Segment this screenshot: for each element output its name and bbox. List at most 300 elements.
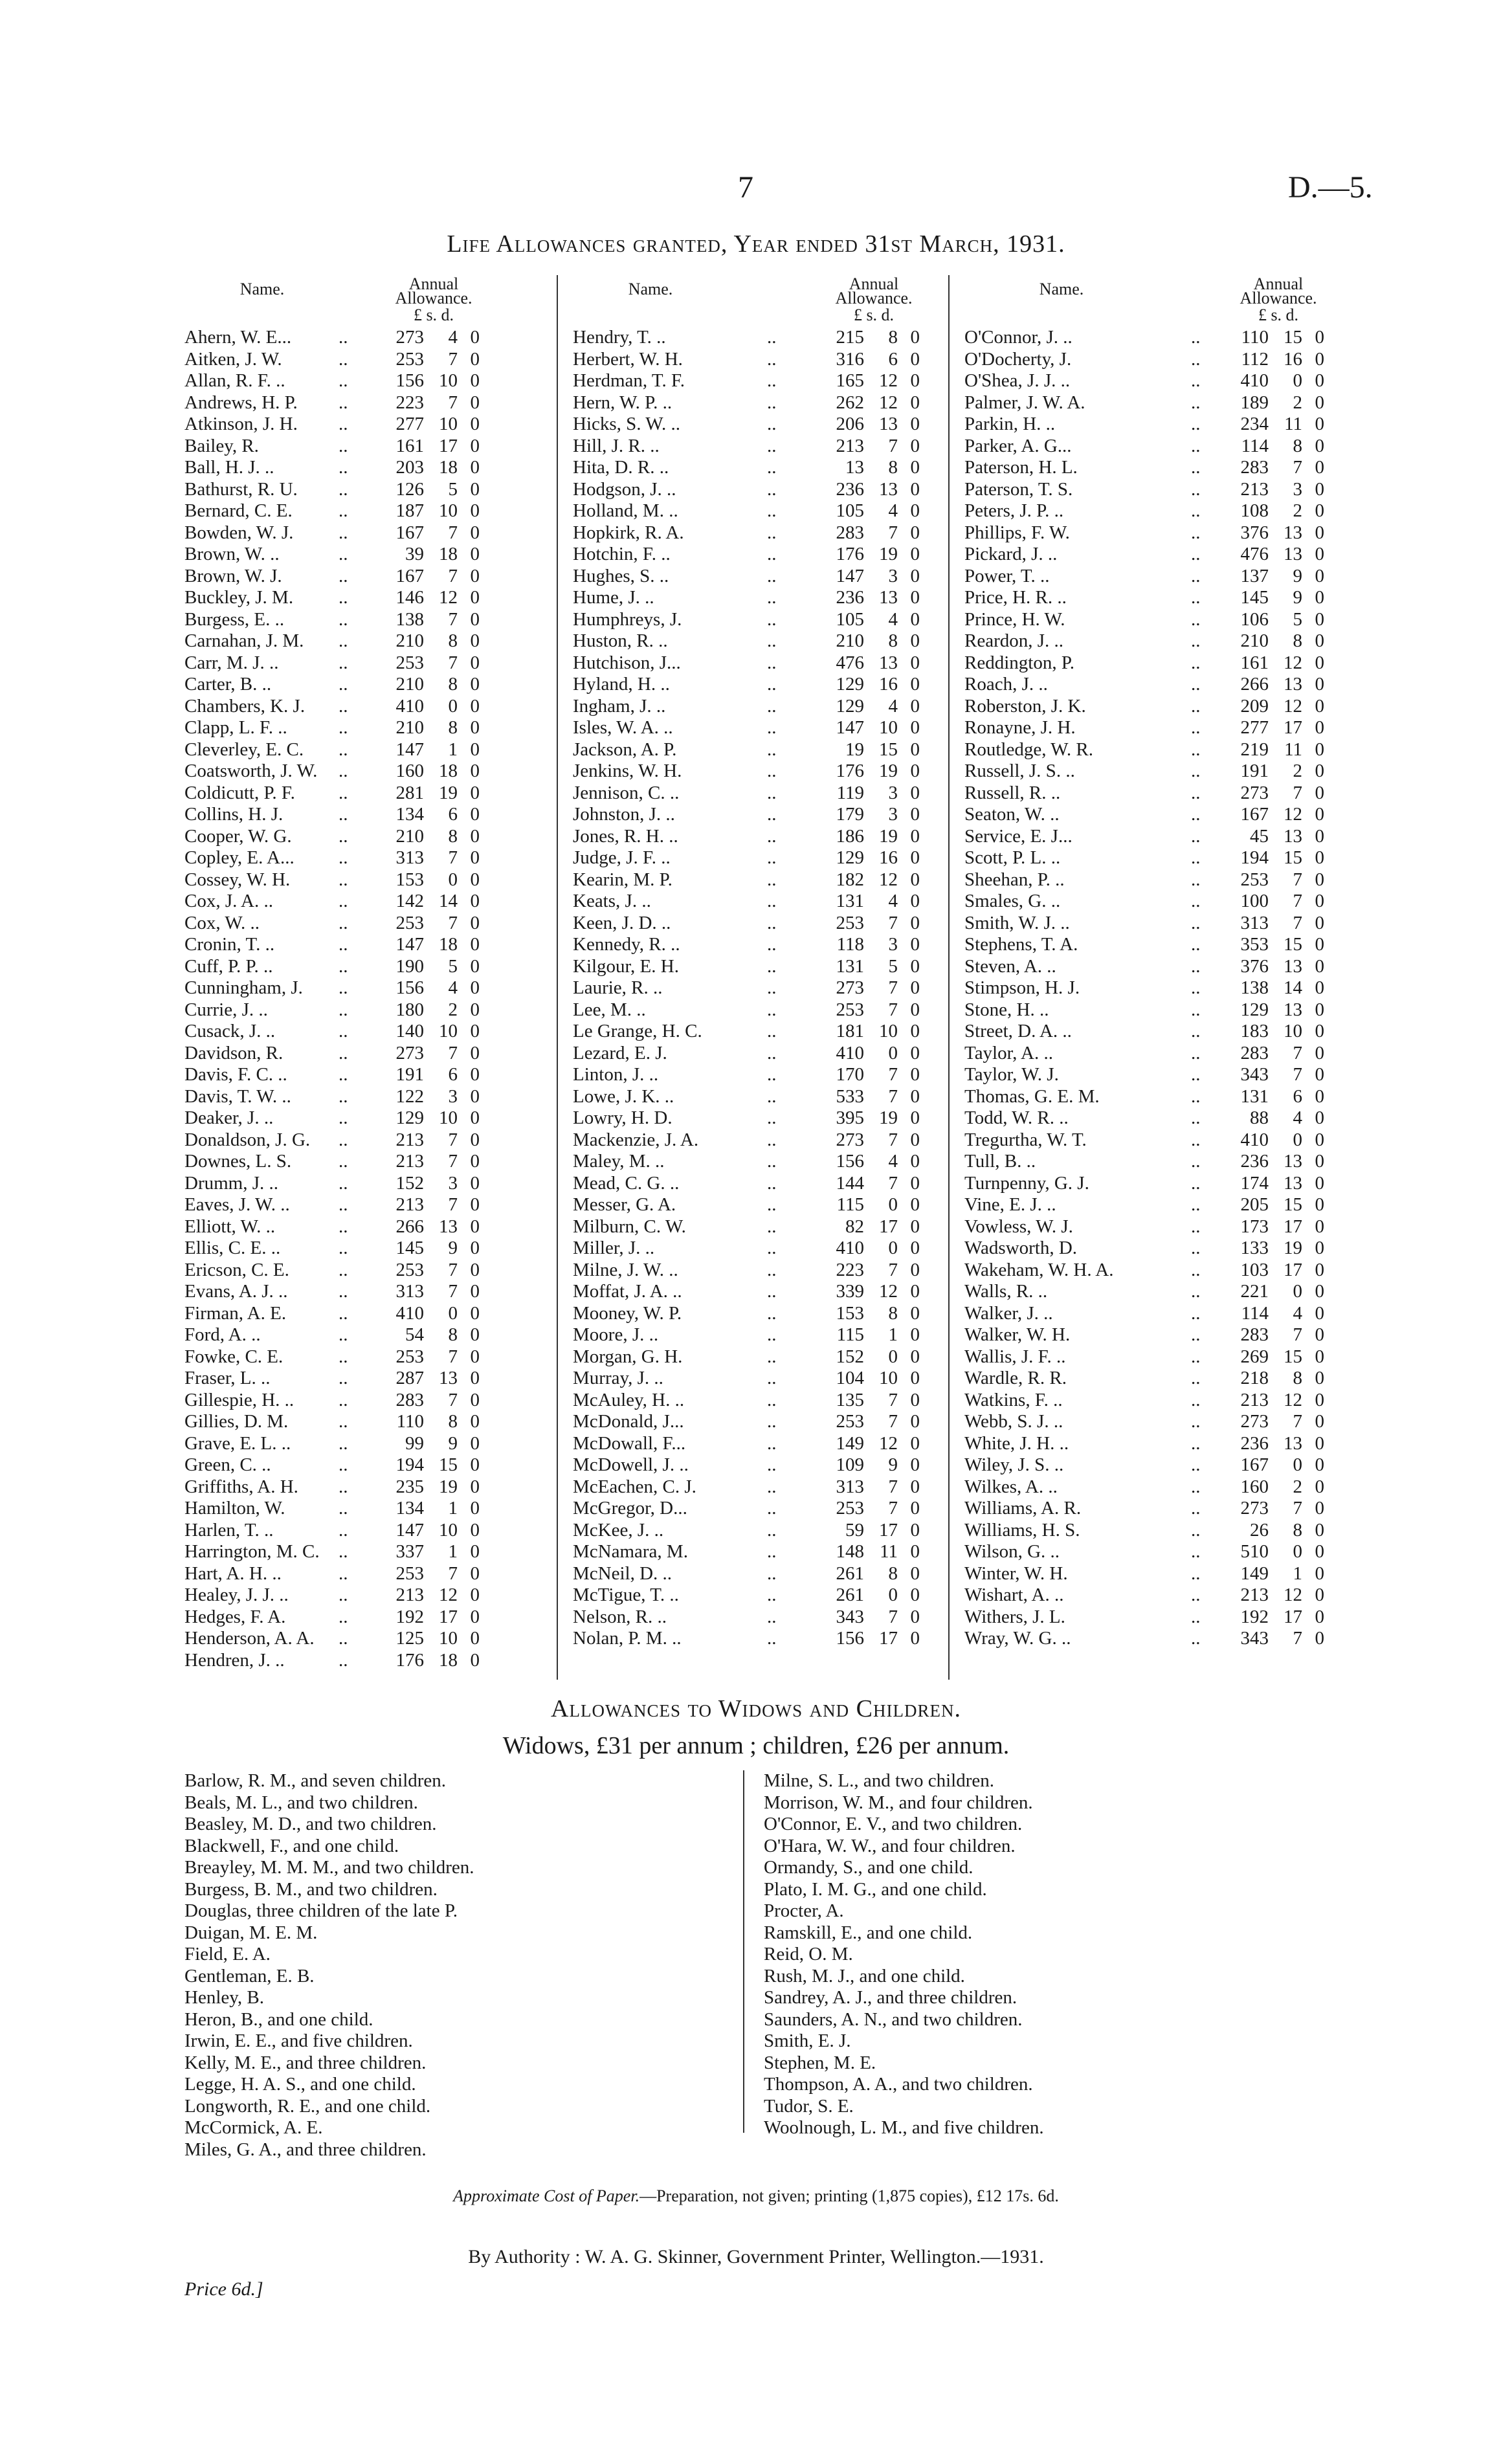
allowance-pounds: 189	[1240, 392, 1269, 413]
leader-dots: ..	[1191, 869, 1201, 890]
allowance-pounds: 174	[1240, 1172, 1269, 1194]
recipient-name: Williams, A. R.	[964, 1498, 1082, 1519]
recipient-name: Palmer, J. W. A.	[964, 392, 1085, 413]
allowance-shillings: 17	[1284, 717, 1302, 738]
allowance-pounds: 234	[1240, 414, 1269, 434]
allowance-pence: 0	[470, 847, 480, 868]
recipient-name: Burgess, E. ..	[184, 608, 285, 630]
allowance-pounds: 376	[1240, 522, 1269, 543]
allowance-pence: 0	[470, 825, 480, 847]
widow-entry: Rush, M. J., and one child.	[764, 1965, 965, 1986]
allowance-pounds: 134	[395, 1498, 424, 1519]
allowance-pence: 0	[910, 1172, 920, 1194]
recipient-name: O'Shea, J. J. ..	[964, 370, 1071, 391]
leader-dots: ..	[1191, 478, 1201, 500]
recipient-name: Smith, W. J. ..	[964, 912, 1070, 933]
recipient-name: Ronayne, J. H.	[964, 717, 1076, 738]
allowance-pence: 0	[1315, 695, 1324, 717]
allowance-pounds: 187	[395, 500, 424, 521]
allowance-pence: 0	[470, 1585, 480, 1605]
allowance-shillings: 1	[888, 1324, 898, 1345]
recipient-name: Lee, M. ..	[573, 999, 646, 1020]
recipient-name: Taylor, W. J.	[964, 1064, 1059, 1085]
allowance-pounds: 114	[1241, 1302, 1269, 1324]
leader-dots: ..	[767, 500, 777, 521]
allowance-shillings: 7	[888, 1259, 898, 1280]
recipient-name: McEachen, C. J.	[573, 1476, 696, 1497]
recipient-name: Stone, H. ..	[964, 999, 1049, 1020]
allowance-shillings: 6	[888, 348, 898, 370]
recipient-name: Vowless, W. J.	[964, 1216, 1073, 1237]
recipient-name: Mead, C. G. ..	[573, 1172, 680, 1194]
leader-dots: ..	[767, 674, 777, 695]
allowance-shillings: 13	[1284, 544, 1302, 564]
allowance-shillings: 5	[888, 955, 898, 977]
allowance-pounds: 277	[395, 414, 424, 434]
allowance-pence: 0	[1315, 1476, 1324, 1497]
leader-dots: ..	[339, 934, 348, 955]
allowance-shillings: 0	[1293, 370, 1302, 391]
leader-dots: ..	[767, 1172, 777, 1194]
allowance-pence: 0	[470, 761, 480, 781]
allowance-pence: 0	[470, 891, 480, 911]
allowance-pence: 0	[470, 522, 480, 543]
recipient-name: Wallis, J. F. ..	[964, 1346, 1066, 1367]
leader-dots: ..	[339, 977, 348, 998]
allowance-pence: 0	[1315, 414, 1324, 434]
allowance-pounds: 112	[1241, 348, 1269, 370]
allowance-shillings: 10	[879, 1368, 898, 1388]
recipient-name: Mooney, W. P.	[573, 1302, 682, 1324]
recipient-name: Johnston, J. ..	[573, 804, 675, 825]
recipient-name: Stimpson, H. J.	[964, 977, 1080, 998]
recipient-name: Firman, A. E.	[184, 1302, 287, 1324]
allowance-pounds: 176	[836, 544, 864, 564]
recipient-name: Cuff, P. P. ..	[184, 955, 273, 977]
leader-dots: ..	[767, 587, 777, 608]
allowance-pounds: 180	[395, 999, 424, 1020]
leader-dots: ..	[767, 1259, 777, 1280]
allowance-pounds: 266	[395, 1216, 424, 1237]
leader-dots: ..	[1191, 1498, 1201, 1519]
allowance-pence: 0	[910, 869, 920, 890]
leader-dots: ..	[339, 739, 348, 760]
recipient-name: Atkinson, J. H.	[184, 414, 298, 434]
allowance-pence: 0	[910, 608, 920, 630]
leader-dots: ..	[767, 1129, 777, 1150]
leader-dots: ..	[1191, 1519, 1201, 1541]
allowance-pence: 0	[1315, 392, 1324, 413]
leader-dots: ..	[1191, 1411, 1201, 1432]
recipient-name: Hodgson, J. ..	[573, 478, 676, 500]
allowance-shillings: 13	[439, 1216, 458, 1237]
allowance-shillings: 7	[1293, 782, 1302, 803]
recipient-name: Parkin, H. ..	[964, 414, 1056, 434]
allowance-pence: 0	[910, 891, 920, 911]
allowance-shillings: 7	[888, 1172, 898, 1194]
allowance-pounds: 253	[395, 912, 424, 933]
allowance-pence: 0	[910, 457, 920, 478]
allowance-pounds: 476	[1240, 544, 1269, 564]
allowance-shillings: 14	[1284, 977, 1302, 998]
allowance-pounds: 236	[836, 587, 864, 608]
recipient-name: Withers, J. L.	[964, 1606, 1065, 1627]
leader-dots: ..	[767, 1585, 777, 1605]
recipient-name: Hita, D. R. ..	[573, 457, 669, 478]
allowance-shillings: 0	[448, 695, 458, 717]
allowance-shillings: 18	[439, 1649, 458, 1671]
column-header-annual: Annual	[1253, 274, 1304, 293]
allowance-shillings: 7	[888, 1498, 898, 1519]
allowance-shillings: 5	[1293, 608, 1302, 630]
leader-dots: ..	[767, 1302, 777, 1324]
allowance-shillings: 17	[879, 1216, 898, 1237]
recipient-name: Harlen, T. ..	[184, 1519, 274, 1541]
allowance-pounds: 213	[395, 1585, 424, 1605]
allowance-pence: 0	[910, 1281, 920, 1302]
leader-dots: ..	[1191, 977, 1201, 998]
allowance-pounds: 339	[836, 1281, 864, 1302]
allowance-pence: 0	[470, 565, 480, 586]
allowance-shillings: 15	[1284, 934, 1302, 955]
leader-dots: ..	[1191, 1172, 1201, 1194]
allowance-pence: 0	[910, 522, 920, 543]
recipient-name: Wiley, J. S. ..	[964, 1454, 1064, 1475]
allowance-shillings: 7	[448, 348, 458, 370]
allowance-shillings: 7	[448, 1151, 458, 1172]
allowance-pence: 0	[470, 1519, 480, 1541]
allowance-shillings: 13	[1284, 1151, 1302, 1172]
recipient-name: Judge, J. F. ..	[573, 847, 671, 868]
allowance-shillings: 8	[448, 674, 458, 695]
recipient-name: Clapp, L. F. ..	[184, 717, 287, 738]
allowance-pounds: 410	[395, 1302, 424, 1324]
allowance-shillings: 9	[888, 1454, 898, 1475]
leader-dots: ..	[1191, 652, 1201, 673]
allowance-shillings: 0	[888, 1238, 898, 1258]
allowance-shillings: 18	[439, 457, 458, 478]
allowance-pence: 0	[1315, 1194, 1324, 1215]
allowance-pence: 0	[910, 1585, 920, 1605]
allowance-shillings: 10	[879, 717, 898, 738]
recipient-name: Peters, J. P. ..	[964, 500, 1064, 521]
allowance-pounds: 115	[836, 1324, 864, 1345]
allowance-pence: 0	[470, 1368, 480, 1388]
allowance-pounds: 105	[836, 500, 864, 521]
allowance-shillings: 15	[1284, 1194, 1302, 1215]
allowance-shillings: 3	[888, 804, 898, 825]
allowance-pounds: 183	[1240, 1021, 1269, 1041]
allowance-pounds: 153	[836, 1302, 864, 1324]
leader-dots: ..	[339, 652, 348, 673]
recipient-name: Kennedy, R. ..	[573, 934, 680, 955]
allowance-shillings: 16	[879, 674, 898, 695]
leader-dots: ..	[339, 825, 348, 847]
allowance-pence: 0	[910, 1476, 920, 1497]
recipient-name: Hutchison, J...	[573, 652, 681, 673]
allowance-pence: 0	[470, 457, 480, 478]
allowance-pounds: 129	[836, 847, 864, 868]
leader-dots: ..	[767, 717, 777, 738]
recipient-name: Morgan, G. H.	[573, 1346, 683, 1367]
recipient-name: Coatsworth, J. W.	[184, 761, 318, 781]
allowance-shillings: 15	[439, 1454, 458, 1475]
allowance-shillings: 17	[1284, 1216, 1302, 1237]
allowance-shillings: 10	[439, 1628, 458, 1649]
recipient-name: Wilkes, A. ..	[964, 1476, 1058, 1497]
allowance-shillings: 10	[439, 414, 458, 434]
allowance-pounds: 236	[1240, 1151, 1269, 1172]
allowance-shillings: 0	[1293, 1541, 1302, 1562]
widow-entry: Morrison, W. M., and four children.	[764, 1792, 1033, 1813]
recipient-name: Todd, W. R. ..	[964, 1107, 1069, 1128]
allowance-pounds: 253	[395, 348, 424, 370]
allowance-pence: 0	[910, 544, 920, 564]
allowance-pounds: 119	[836, 782, 864, 803]
allowance-pence: 0	[910, 1563, 920, 1584]
allowance-shillings: 0	[888, 1585, 898, 1605]
recipient-name: Jennison, C. ..	[573, 782, 680, 803]
allowance-pounds: 261	[836, 1563, 864, 1584]
allowance-pence: 0	[910, 825, 920, 847]
recipient-name: Lezard, E. J.	[573, 1042, 667, 1063]
allowance-shillings: 17	[879, 1519, 898, 1541]
allowance-pence: 0	[470, 999, 480, 1020]
recipient-name: Gillies, D. M.	[184, 1411, 289, 1432]
leader-dots: ..	[339, 1302, 348, 1324]
allowance-pence: 0	[470, 1151, 480, 1172]
allowance-shillings: 4	[888, 891, 898, 911]
leader-dots: ..	[339, 1216, 348, 1237]
allowance-pounds: 147	[836, 717, 864, 738]
allowance-pounds: 173	[1240, 1216, 1269, 1237]
column-divider	[557, 275, 558, 1680]
allowance-pence: 0	[1315, 1216, 1324, 1237]
recipient-name: Hopkirk, R. A.	[573, 522, 684, 543]
recipient-name: Keats, J. ..	[573, 891, 651, 911]
allowance-pounds: 39	[405, 544, 424, 564]
allowance-pence: 0	[1315, 1519, 1324, 1541]
allowance-pounds: 129	[836, 674, 864, 695]
allowance-pounds: 235	[395, 1476, 424, 1497]
recipient-name: Herdman, T. F.	[573, 370, 685, 391]
leader-dots: ..	[767, 1368, 777, 1388]
allowance-pence: 0	[1315, 761, 1324, 781]
allowance-pence: 0	[470, 1216, 480, 1237]
allowance-pounds: 213	[836, 435, 864, 456]
allowance-pounds: 253	[395, 1259, 424, 1280]
recipient-name: Deaker, J. ..	[184, 1107, 274, 1128]
allowance-pounds: 106	[1240, 608, 1269, 630]
allowance-pence: 0	[910, 674, 920, 695]
allowance-pence: 0	[1315, 1541, 1324, 1562]
recipient-name: Hendry, T. ..	[573, 327, 666, 348]
recipient-name: Ingham, J. ..	[573, 695, 666, 717]
allowance-pounds: 131	[1240, 1085, 1269, 1107]
allowance-pence: 0	[470, 370, 480, 391]
leader-dots: ..	[1191, 565, 1201, 586]
recipient-name: McTigue, T. ..	[573, 1585, 679, 1605]
allowance-shillings: 7	[888, 1411, 898, 1432]
allowance-pence: 0	[470, 977, 480, 998]
allowance-pence: 0	[470, 869, 480, 890]
allowance-shillings: 7	[888, 1085, 898, 1107]
allowance-pence: 0	[1315, 934, 1324, 955]
allowance-pounds: 253	[836, 1498, 864, 1519]
leader-dots: ..	[1191, 1563, 1201, 1584]
allowance-pence: 0	[910, 435, 920, 456]
recipient-name: Holland, M. ..	[573, 500, 678, 521]
allowance-pounds: 410	[395, 695, 424, 717]
allowance-pounds: 147	[395, 934, 424, 955]
allowance-pence: 0	[910, 1238, 920, 1258]
allowance-pence: 0	[1315, 1259, 1324, 1280]
recipient-name: Hart, A. H. ..	[184, 1563, 282, 1584]
recipient-name: Carr, M. J. ..	[184, 652, 279, 673]
allowance-pounds: 160	[395, 761, 424, 781]
allowance-pence: 0	[1315, 522, 1324, 543]
allowance-pence: 0	[910, 1194, 920, 1215]
leader-dots: ..	[767, 1324, 777, 1345]
allowance-pounds: 156	[395, 370, 424, 391]
allowance-pounds: 82	[845, 1216, 864, 1237]
allowance-shillings: 8	[448, 825, 458, 847]
leader-dots: ..	[339, 1346, 348, 1367]
recipient-name: Davis, T. W. ..	[184, 1085, 291, 1107]
widow-entry: Duigan, M. E. M.	[184, 1922, 318, 1943]
allowance-pounds: 118	[836, 934, 864, 955]
leader-dots: ..	[767, 348, 777, 370]
leader-dots: ..	[1191, 414, 1201, 434]
allowance-pence: 0	[1315, 1389, 1324, 1410]
allowance-pounds: 126	[395, 478, 424, 500]
allowance-pounds: 105	[836, 608, 864, 630]
allowance-pounds: 273	[1240, 1498, 1269, 1519]
leader-dots: ..	[1191, 1368, 1201, 1388]
recipient-name: Gillespie, H. ..	[184, 1389, 295, 1410]
cost-note	[0, 2186, 1512, 2206]
allowance-shillings: 7	[448, 565, 458, 586]
allowance-shillings: 7	[1293, 1411, 1302, 1432]
allowance-shillings: 4	[1293, 1302, 1302, 1324]
allowance-shillings: 13	[879, 414, 898, 434]
allowance-pence: 0	[910, 587, 920, 608]
allowance-shillings: 17	[439, 1606, 458, 1627]
allowance-pence: 0	[470, 804, 480, 825]
widow-entry: Burgess, B. M., and two children.	[184, 1878, 438, 1900]
widow-entry: Heron, B., and one child.	[184, 2008, 373, 2030]
allowance-shillings: 4	[888, 695, 898, 717]
allowance-shillings: 7	[888, 912, 898, 933]
recipient-name: McGregor, D...	[573, 1498, 687, 1519]
leader-dots: ..	[1191, 1585, 1201, 1605]
leader-dots: ..	[339, 544, 348, 564]
widow-entry: Miles, G. A., and three children.	[184, 2139, 427, 2160]
allowance-pounds: 283	[836, 522, 864, 543]
allowance-pounds: 170	[836, 1064, 864, 1085]
allowance-pence: 0	[470, 695, 480, 717]
allowance-pence: 0	[1315, 370, 1324, 391]
allowance-pence: 0	[910, 977, 920, 998]
widow-entry: Saunders, A. N., and two children.	[764, 2008, 1023, 2030]
allowance-pounds: 144	[836, 1172, 864, 1194]
allowance-pence: 0	[1315, 739, 1324, 760]
allowance-pounds: 273	[395, 327, 424, 348]
allowance-shillings: 12	[1284, 695, 1302, 717]
allowance-shillings: 7	[1293, 1042, 1302, 1063]
leader-dots: ..	[339, 587, 348, 608]
leader-dots: ..	[339, 630, 348, 651]
allowance-shillings: 7	[1293, 912, 1302, 933]
recipient-name: Stephens, T. A.	[964, 934, 1078, 955]
allowance-pence: 0	[1315, 1411, 1324, 1432]
allowance-pence: 0	[1315, 1151, 1324, 1172]
allowance-pence: 0	[910, 782, 920, 803]
allowance-pence: 0	[470, 782, 480, 803]
allowance-pounds: 213	[1240, 478, 1269, 500]
allowance-shillings: 7	[1293, 1324, 1302, 1345]
leader-dots: ..	[767, 847, 777, 868]
allowance-pence: 0	[1315, 1172, 1324, 1194]
recipient-name: Bowden, W. J.	[184, 522, 294, 543]
allowance-pence: 0	[1315, 1042, 1324, 1063]
allowance-pounds: 149	[1240, 1563, 1269, 1584]
recipient-name: Moffat, J. A. ..	[573, 1281, 682, 1302]
allowance-pounds: 313	[395, 847, 424, 868]
allowance-pence: 0	[1315, 544, 1324, 564]
leader-dots: ..	[1191, 1259, 1201, 1280]
allowance-pounds: 108	[1240, 500, 1269, 521]
leader-dots: ..	[339, 717, 348, 738]
leader-dots: ..	[1191, 1151, 1201, 1172]
allowance-pence: 0	[910, 912, 920, 933]
recipient-name: Roberston, J. K.	[964, 695, 1086, 717]
leader-dots: ..	[339, 1649, 348, 1671]
recipient-name: Seaton, W. ..	[964, 804, 1060, 825]
leader-dots: ..	[767, 1519, 777, 1541]
recipient-name: Wilson, G. ..	[964, 1541, 1060, 1562]
allowance-pounds: 273	[395, 1042, 424, 1063]
recipient-name: Reardon, J. ..	[964, 630, 1064, 651]
allowance-pounds: 253	[395, 1563, 424, 1584]
widow-entry: Blackwell, F., and one child.	[184, 1835, 399, 1856]
leader-dots: ..	[1191, 457, 1201, 478]
leader-dots: ..	[339, 1368, 348, 1388]
allowance-pounds: 125	[395, 1628, 424, 1649]
recipient-name: Moore, J. ..	[573, 1324, 659, 1345]
recipient-name: Wadsworth, D.	[964, 1238, 1078, 1258]
leader-dots: ..	[1191, 1216, 1201, 1237]
leader-dots: ..	[767, 457, 777, 478]
allowance-shillings: 7	[1293, 457, 1302, 478]
allowance-pence: 0	[470, 630, 480, 651]
allowance-pence: 0	[1315, 1324, 1324, 1345]
allowance-shillings: 7	[888, 1476, 898, 1497]
allowance-pounds: 266	[1240, 674, 1269, 695]
leader-dots: ..	[1191, 1389, 1201, 1410]
recipient-name: Sheehan, P. ..	[964, 869, 1065, 890]
allowance-shillings: 7	[1293, 891, 1302, 911]
allowance-pounds: 122	[395, 1085, 424, 1107]
allowance-pounds: 410	[836, 1042, 864, 1063]
widow-entry: Longworth, R. E., and one child.	[184, 2095, 431, 2117]
recipient-name: Taylor, A. ..	[964, 1042, 1053, 1063]
widow-entry: Beasley, M. D., and two children.	[184, 1814, 437, 1834]
allowance-shillings: 3	[888, 782, 898, 803]
allowance-shillings: 6	[448, 1064, 458, 1085]
allowance-shillings: 0	[1293, 1281, 1302, 1302]
allowance-shillings: 2	[448, 999, 458, 1020]
